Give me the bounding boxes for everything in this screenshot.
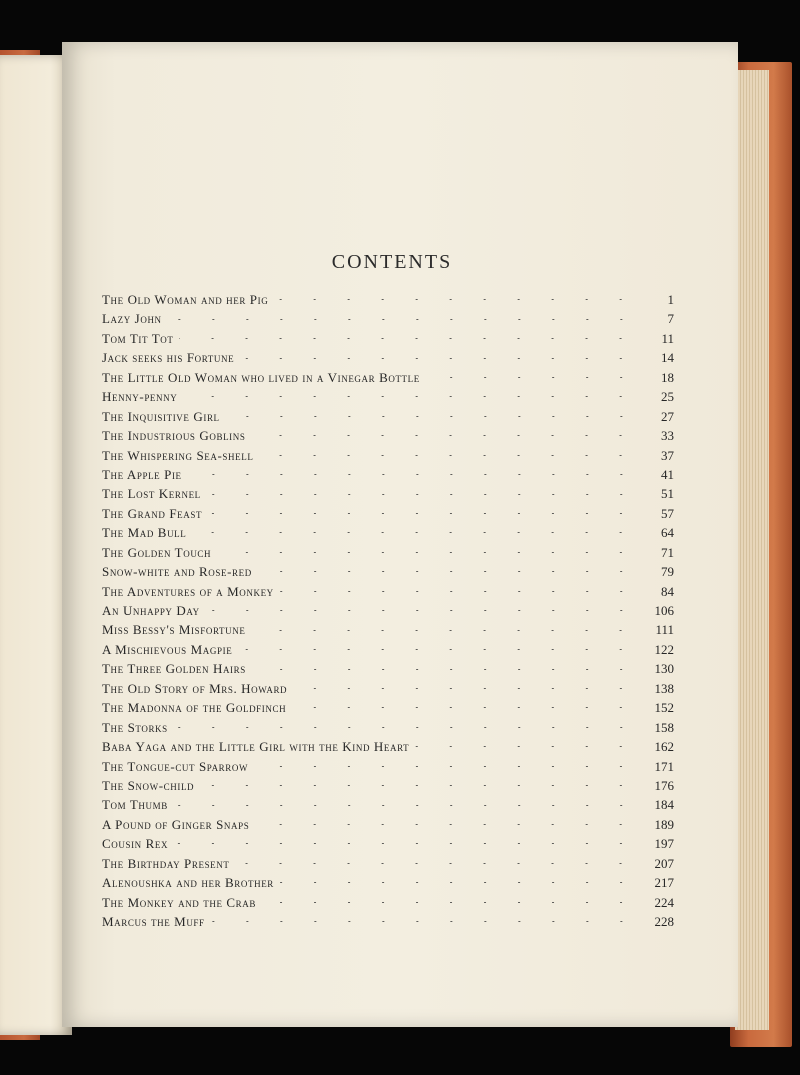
toc-entry-page-number: 207 xyxy=(654,855,674,871)
dot-leader xyxy=(255,824,638,825)
contents-page xyxy=(62,42,738,1027)
toc-entry-page-number: 57 xyxy=(661,505,674,521)
toc-entry xyxy=(102,348,674,367)
dot-leader xyxy=(206,610,638,611)
dot-leader xyxy=(252,669,638,670)
toc-entry-title: A Pound of Ginger Snaps xyxy=(102,816,250,832)
toc-entry-page-number: 51 xyxy=(661,486,674,502)
toc-entry-page-number: 33 xyxy=(661,428,674,444)
toc-entry-title: Marcus the Muff xyxy=(102,914,205,929)
toc-entry-page-number: 84 xyxy=(661,583,674,599)
toc-entry-title: The Storks xyxy=(102,719,168,735)
toc-entry-title: Baba Yaga and the Little Girl with the Kind Heart xyxy=(102,739,410,755)
toc-entry xyxy=(102,562,674,581)
toc-entry xyxy=(102,446,674,465)
toc-entry xyxy=(102,484,674,503)
toc-entry xyxy=(102,718,674,737)
toc-entry-title: Lazy John xyxy=(102,311,162,327)
toc-entry-page-number: 122 xyxy=(654,641,674,657)
toc-entry-page-number: 106 xyxy=(654,603,674,618)
dot-leader xyxy=(251,435,638,436)
toc-entry-title: The Tongue-cut Sparrow xyxy=(102,758,249,774)
toc-entry-title: The Grand Feast xyxy=(102,505,203,521)
toc-entry xyxy=(102,757,674,776)
dot-leader xyxy=(293,688,638,689)
dot-leader xyxy=(262,902,638,903)
dot-leader xyxy=(200,785,638,786)
toc-entry-page-number: 64 xyxy=(661,525,674,541)
toc-entry xyxy=(102,309,674,328)
toc-entry-title: The Whispering Sea-shell xyxy=(102,447,254,463)
toc-entry xyxy=(102,523,674,542)
toc-entry xyxy=(102,640,674,659)
toc-entry-page-number: 18 xyxy=(661,369,674,385)
toc-entry-page-number: 158 xyxy=(654,719,674,735)
toc-entry-title: The Snow-child xyxy=(102,777,195,793)
dot-leader xyxy=(179,338,638,339)
toc-entry xyxy=(102,912,674,931)
toc-entry-title: The Little Old Woman who lived in a Vinegar Bottle xyxy=(102,369,420,385)
dot-leader xyxy=(292,707,638,708)
toc-entry xyxy=(102,543,674,562)
toc-entry-page-number: 197 xyxy=(654,836,674,852)
dot-leader xyxy=(274,299,638,300)
toc-entry-page-number: 138 xyxy=(654,680,674,696)
dot-leader xyxy=(168,319,638,320)
toc-entry xyxy=(102,679,674,698)
toc-entry xyxy=(102,387,674,406)
toc-entry xyxy=(102,407,674,426)
toc-entry-title: The Old Woman and her Pig xyxy=(102,292,269,307)
toc-entry-title: The Inquisitive Girl xyxy=(102,408,220,424)
dot-leader xyxy=(235,863,638,864)
toc-entry-title: The Three Golden Hairs xyxy=(102,661,246,677)
dot-leader xyxy=(211,921,638,922)
toc-entry-page-number: 14 xyxy=(661,350,674,366)
toc-entry-title: The Golden Touch xyxy=(102,544,212,560)
toc-entry-page-number: 228 xyxy=(654,914,674,929)
toc-entry-title: The Madonna of the Goldfinch xyxy=(102,700,287,716)
toc-entry-page-number: 224 xyxy=(654,894,674,910)
toc-entry-title: The Birthday Present xyxy=(102,855,230,871)
toc-entry xyxy=(102,620,674,639)
toc-entry-page-number: 189 xyxy=(654,816,674,832)
dot-leader xyxy=(415,746,638,747)
toc-entry-page-number: 79 xyxy=(661,564,674,580)
dot-leader xyxy=(280,882,638,883)
toc-entry-title: Alenoushka and her Brother xyxy=(102,875,274,891)
toc-entry-page-number: 171 xyxy=(654,758,674,774)
toc-entry-title: The Adventures of a Monkey xyxy=(102,583,274,599)
dot-leader xyxy=(426,377,638,378)
dot-leader xyxy=(174,805,638,806)
table-of-contents xyxy=(102,290,674,931)
toc-entry xyxy=(102,329,674,348)
toc-entry xyxy=(102,465,674,484)
toc-entry xyxy=(102,737,674,756)
toc-entry-page-number: 162 xyxy=(654,739,674,755)
toc-entry-title: Miss Bessy's Misfortune xyxy=(102,622,246,638)
toc-entry-page-number: 217 xyxy=(654,875,674,891)
toc-entry-page-number: 176 xyxy=(654,777,674,793)
toc-entry-title: The Monkey and the Crab xyxy=(102,894,256,910)
toc-entry xyxy=(102,504,674,523)
toc-entry xyxy=(102,601,674,620)
toc-entry xyxy=(102,795,674,814)
toc-entry-page-number: 7 xyxy=(667,311,674,327)
toc-entry-page-number: 111 xyxy=(655,622,674,638)
dot-leader xyxy=(174,843,638,844)
toc-entry xyxy=(102,426,674,445)
toc-entry xyxy=(102,368,674,387)
dot-leader xyxy=(188,474,638,475)
toc-entry xyxy=(102,698,674,717)
dot-leader xyxy=(217,552,638,553)
dot-leader xyxy=(174,727,638,728)
toc-entry xyxy=(102,873,674,892)
page-title: CONTENTS xyxy=(331,251,453,273)
toc-entry xyxy=(102,854,674,873)
dot-leader xyxy=(254,766,638,767)
dot-leader xyxy=(192,532,638,533)
dot-leader xyxy=(208,513,638,514)
toc-entry-page-number: 130 xyxy=(654,661,674,677)
page-block-edges xyxy=(735,70,769,1030)
dot-leader xyxy=(280,591,638,592)
toc-entry-title: The Lost Kernel xyxy=(102,486,201,502)
toc-entry-page-number: 11 xyxy=(661,330,674,346)
toc-entry xyxy=(102,290,674,309)
dot-leader xyxy=(207,494,638,495)
toc-entry-title: Tom Thumb xyxy=(102,797,168,813)
toc-entry xyxy=(102,776,674,795)
toc-entry-page-number: 152 xyxy=(654,700,674,716)
toc-entry-title: Jack seeks his Fortune xyxy=(102,350,235,366)
toc-entry-title: Cousin Rex xyxy=(102,836,169,852)
toc-entry-title: The Mad Bull xyxy=(102,525,187,541)
dot-leader xyxy=(240,358,638,359)
toc-entry-title: The Industrious Goblins xyxy=(102,428,246,444)
toc-entry-title: Henny-penny xyxy=(102,389,178,405)
dot-leader xyxy=(238,649,638,650)
dot-leader xyxy=(251,630,638,631)
toc-entry-page-number: 25 xyxy=(661,389,674,405)
dot-leader xyxy=(259,455,638,456)
toc-entry-page-number: 41 xyxy=(661,466,674,482)
toc-entry-title: The Old Story of Mrs. Howard xyxy=(102,680,288,696)
toc-entry-page-number: 27 xyxy=(661,408,674,424)
toc-entry-title: An Unhappy Day xyxy=(102,603,200,618)
toc-entry-page-number: 1 xyxy=(667,292,674,307)
toc-entry-title: The Apple Pie xyxy=(102,466,182,482)
dot-leader xyxy=(183,396,638,397)
dot-leader xyxy=(258,571,638,572)
toc-entry-title: A Mischievous Magpie xyxy=(102,641,233,657)
toc-entry-page-number: 184 xyxy=(654,797,674,813)
toc-entry xyxy=(102,582,674,601)
dot-leader xyxy=(226,416,638,417)
toc-entry xyxy=(102,834,674,853)
toc-entry-page-number: 37 xyxy=(661,447,674,463)
toc-entry xyxy=(102,893,674,912)
toc-entry-title: Tom Tit Tot xyxy=(102,330,174,346)
toc-entry xyxy=(102,659,674,678)
toc-entry-title: Snow-white and Rose-red xyxy=(102,564,252,580)
toc-entry xyxy=(102,815,674,834)
toc-entry-page-number: 71 xyxy=(661,544,674,560)
